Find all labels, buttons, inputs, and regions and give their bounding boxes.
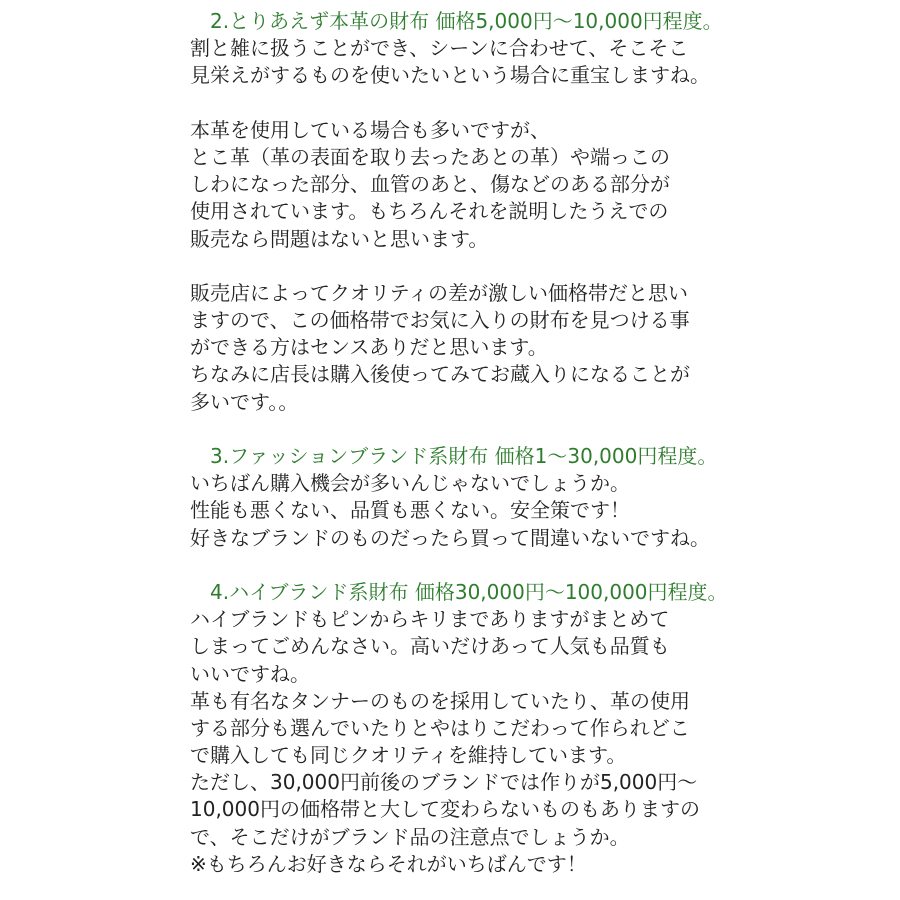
text-line: いちばん購入機会が多いんじゃないでしょうか。: [190, 471, 630, 496]
text-line: ただし、30,000円前後のブランドでは作りが5,000円～: [190, 770, 698, 795]
text-line: ちなみに店長は購入後使ってみてお蔵入りになることが: [190, 362, 690, 387]
paragraph: [190, 35, 880, 89]
text-line: 販売なら問題はないと思います。: [190, 226, 489, 251]
text-line: 本革を使用している場合も多いですが、: [190, 117, 550, 142]
paragraph: [190, 117, 880, 253]
text-line: 好きなブランドのものだったら買って間違いないですね。: [190, 525, 710, 550]
text-line: 革も有名なタンナーのものを採用していたり、革の使用: [190, 688, 690, 713]
section-leather-wallet: [190, 8, 880, 416]
article-body: [190, 8, 880, 878]
paragraph: [190, 470, 880, 552]
paragraph: [190, 606, 880, 878]
spacer: [190, 253, 880, 280]
section-heading: 4.ハイブランド系財布 価格30,000円～100,000円程度。: [190, 579, 728, 604]
text-line: しまってごめんなさい。高いだけあって人気も品質も: [190, 634, 670, 659]
section-heading: 3.ファッションブランド系財布 価格1～30,000円程度。: [190, 444, 718, 468]
text-line: ができる方はセンスありだと思います。: [190, 335, 548, 360]
section-heading: 2.とりあえず本革の財布 価格5,000円～10,000円程度。: [190, 9, 723, 33]
text-line: 使用されています。もちろんそれを説明したうえでの: [190, 199, 669, 224]
text-line: 多いです。。: [190, 389, 299, 414]
text-line: とこ革（革の表面を取り去ったあとの革）や端っこの: [190, 144, 670, 169]
text-line: しわになった部分、血管のあと、傷などのある部分が: [190, 172, 670, 197]
text-line: 販売店によってクオリティの差が激しい価格帯だと思い: [190, 280, 688, 305]
spacer: [190, 552, 880, 579]
text-line: いいですね。: [190, 661, 310, 686]
text-line: 見栄えがするものを使いたいという場合に重宝しますね。: [190, 63, 710, 88]
paragraph: [190, 280, 880, 416]
text-line: ※もちろんお好きならそれがいちばんです！: [190, 851, 587, 876]
text-line: する部分も選んでいたりとやはりこだわって作られどこ: [190, 715, 690, 740]
text-line: 性能も悪くない、品質も悪くない。安全策です！: [190, 498, 630, 523]
text-line: 割と雑に扱うことができ、シーンに合わせて、そこそこ: [190, 36, 689, 61]
section-fashion-brand-wallet: [190, 443, 880, 552]
text-line: ますので、この価格帯でお気に入りの財布を見つける事: [190, 308, 690, 333]
text-line: で、そこだけがブランド品の注意点でしょうか。: [190, 824, 630, 849]
spacer: [190, 416, 880, 443]
text-line: 10,000円の価格帯と大して変わらないものもありますの: [190, 797, 700, 822]
spacer: [190, 90, 880, 117]
section-high-brand-wallet: [190, 579, 880, 878]
text-line: ハイブランドもピンからキリまでありますがまとめて: [190, 607, 670, 632]
text-line: で購入しても同じクオリティを維持しています。: [190, 743, 627, 768]
